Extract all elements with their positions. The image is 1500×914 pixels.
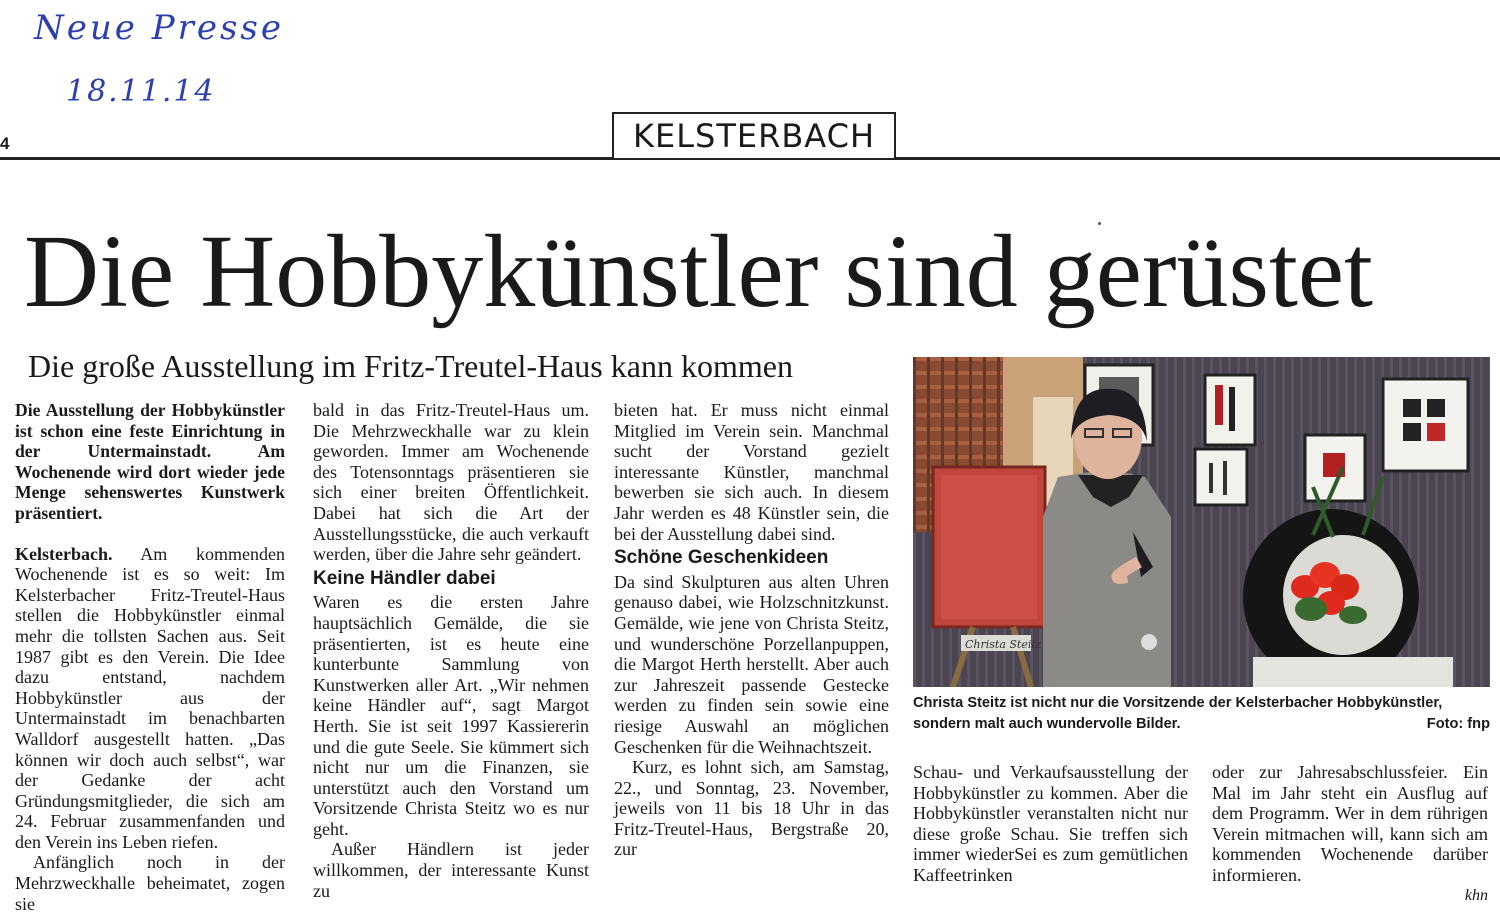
subheading: Keine Händler dabei <box>313 567 496 589</box>
article-column-3 <box>614 400 889 860</box>
section-title: KELSTERBACH <box>612 112 896 158</box>
subheadline: Die große Ausstellung im Fritz-Treutel-Haus kann kommen <box>28 348 793 384</box>
article-photo <box>913 357 1490 687</box>
paragraph-text: Am kommenden Wochenende ist es so weit: Im Kelsterbacher Fritz-Treutel-Haus stellen die Hobbykünstler einmal mehr die tollsten Sachen aus. Seit 1987 gibt es den Verein. Die Idee dazu entstand, nachdem Hobbykünstler aus der Untermainstadt im benachbarten Walldorf ausgestellt hatten. „Das können wir doch auch selbst“, war der Gedanke der acht Gründungsmitglieder, die sich am 24. Februar zusammenfanden und den Verein ins Leben riefen. <box>15 543 285 852</box>
subheading: Schöne Geschenkideen <box>614 547 829 569</box>
author-initials: khn <box>1464 886 1488 904</box>
article-column-1 <box>15 400 285 914</box>
photo-credit: Foto: fnp <box>1426 716 1490 732</box>
body-paragraph: Kurz, es lohnt sich, am Samstag, 22., und Sonntag, 23. November, jeweils von 11 bis 18 Uhr in das Fritz-Treutel-Haus, Bergstraße 20, zur <box>614 757 889 860</box>
body-paragraph: Außer Händlern ist jeder willkommen, der interessante Kunst zu <box>313 839 589 901</box>
handwritten-publication-note: Neue Presse <box>34 8 284 48</box>
body-paragraph: bieten hat. Er muss nicht einmal Mitglied im Verein sein. Manchmal sucht der Vorstand gezielt interessante Künstler, manchmal bewerben sie sich auch. In diesem Jahr werden es 48 Künstler sein, die bei der Ausstellung dabei sind. <box>614 400 889 544</box>
article-column-4 <box>913 762 1188 886</box>
photo-illustration <box>913 357 1490 687</box>
article-column-5 <box>1212 762 1488 906</box>
body-paragraph: Da sind Skulpturen aus alten Uhren genauso dabei, wie Holzschnitzkunst. Gemälde, wie jene von Christa Steitz, und wunderschöne Porzellanpuppen, die Margot Herth herstellt. Aber auch zur Jahreszeit passende Gestecke werden zu finden sein sowie eine riesige Auswahl an möglichen Geschenken für die Weihnachtszeit. <box>614 571 889 757</box>
sign-text: Christa Steitz <box>965 638 1042 651</box>
headline: Die Hobbykünstler sind gerüstet <box>24 214 1373 329</box>
dateline: Kelsterbach. <box>15 543 113 564</box>
handwritten-date-note: 18.11.14 <box>66 74 216 109</box>
photo-caption <box>913 693 1490 735</box>
page-number: 4 <box>0 134 10 153</box>
article-column-2 <box>313 400 589 901</box>
body-paragraph <box>15 544 285 853</box>
body-paragraph: bald in das Fritz-Treutel-Haus um. Die Mehrzweckhalle war zu klein geworden. Immer am Wochenende des Totensonntags präsentieren sie sich einer breiten Öffentlichkeit. Dabei hat sich die Art der Ausstellungsstücke, die auch verkauft werden, über die Jahre sehr geändert. <box>313 400 589 565</box>
body-paragraph: oder zur Jahresabschlussfeier. Ein Mal im Jahr steht ein Ausflug auf dem Programm. Wer in dem rührigen Verein mitmachen will, kann sich am kommenden Wochenende darüber informieren. <box>1212 762 1488 885</box>
body-paragraph: Anfänglich noch in der Mehrzweckhalle beheimatet, zogen sie <box>15 852 285 914</box>
lead-paragraph: Die Ausstellung der Hobbykünstler ist schon eine feste Einrichtung in der Untermainstadt. Am Wochenende wird dort wieder jede Menge sehenswertes Kunstwerk präsentiert. <box>15 400 285 523</box>
body-paragraph: Schau- und Verkaufsausstellung der Hobbykünstler zu kommen. Aber die Hobbykünstler veranstalten nicht nur diese große Schau. Sie treffen sich immer wiederSei es zum gemütlichen Kaffeetrinken <box>913 762 1188 885</box>
caption-text: Christa Steitz ist nicht nur die Vorsitzende der Kelsterbacher Hobbykünstler, sondern malt auch wundervolle Bilder. <box>913 695 1443 732</box>
body-paragraph: Waren es die ersten Jahre hauptsächlich Gemälde, die sie präsentierten, ist es heute eine kunterbunte Sammlung von Kunstwerken aller Art. „Wir nehmen keine Händler auf“, sagt Margot Herth. Sie ist seit 1997 Kassiererin und die gute Seele. Sie kümmert sich nicht nur um die Finanzen, sie unterstützt auch den Vorstand um Vorsitzende Christa Steitz wo es nur geht. <box>313 592 589 839</box>
